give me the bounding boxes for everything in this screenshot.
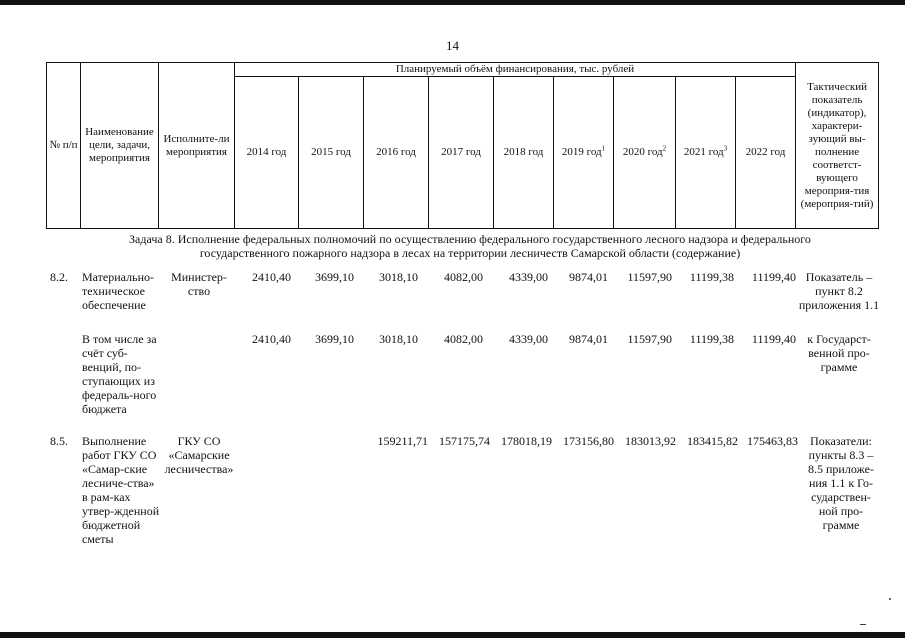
bottom-border-bar (0, 632, 905, 638)
row-subvention-value-2018: 4339,00 (509, 332, 548, 346)
row-8-5-value-2019: 173156,80 (563, 434, 614, 448)
row-subvention-indicator: к Государст-венной про-грамме (807, 332, 871, 374)
task-title: Задача 8. Исполнение федеральных полномочий по осуществлению федерального государственного лесного надзора и федерального государственного пожарного надзора в лесах на территории лесничеств Самарской области (содержание) (129, 232, 811, 260)
row-8-5-value-2018: 178018,19 (501, 434, 552, 448)
row-8-5-value-2022: 175463,83 (747, 434, 798, 448)
row-8-2-num: 8.2. (50, 270, 68, 284)
header-year-2021: 2021 год$^3$ (676, 77, 736, 229)
row-8-2-value-2018: 4339,00 (509, 270, 548, 284)
header-year-2016: 2016 год (364, 77, 429, 229)
row-8-2-indicator: Показатель – пункт 8.2 приложения 1.1 (798, 270, 880, 312)
header-num-cell: № п/п (47, 63, 81, 229)
header-year-2019: 2019 год$^1$ (554, 77, 614, 229)
row-8-5-value-2016: 159211,71 (377, 434, 428, 448)
row-subvention-value-2020: 11597,90 (627, 332, 672, 346)
row-subvention-name: В том числе за счёт суб-венций, по-ступающих из федераль-ного бюджета (82, 332, 157, 416)
row-8-2-value-2022: 11199,40 (751, 270, 796, 284)
row-subvention-value-2017: 4082,00 (444, 332, 483, 346)
row-subvention-value-2022: 11199,40 (751, 332, 796, 346)
row-8-2-value-2015: 3699,10 (315, 270, 354, 284)
row-subvention-value-2016: 3018,10 (379, 332, 418, 346)
row-8-2-value-2016: 3018,10 (379, 270, 418, 284)
row-8-2-value-2020: 11597,90 (627, 270, 672, 284)
page-number: 14 (446, 38, 459, 53)
row-8-2-value-2017: 4082,00 (444, 270, 483, 284)
header-executor-cell: Исполните-ли мероприятия (159, 63, 235, 229)
header-year-2020: 2020 год$^2$ (614, 77, 676, 229)
header-name-cell: Наименование цели, задачи, мероприятия (81, 63, 159, 229)
header-funding-title: Планируемый объём финансирования, тыс. рублей (235, 63, 796, 77)
row-8-5-value-2021: 183415,82 (687, 434, 738, 448)
scan-speck-2 (860, 624, 866, 625)
row-8-5-num: 8.5. (50, 434, 68, 448)
row-subvention-value-2021: 11199,38 (689, 332, 734, 346)
row-8-5-value-2017: 157175,74 (439, 434, 490, 448)
row-subvention-value-2014: 2410,40 (252, 332, 291, 346)
row-8-2-executor: Министер-ство (171, 270, 227, 298)
header-year-2018: 2018 год (494, 77, 554, 229)
header-indicator-cell: Тактический показатель (индикатор), характери-зующий вы-полнение соответст-вующего мероприя-тия (мероприя-тий) (796, 63, 879, 229)
row-subvention-value-2019: 9874,01 (569, 332, 608, 346)
header-year-2017: 2017 год (429, 77, 494, 229)
top-border-bar (0, 0, 905, 5)
row-8-2-value-2021: 11199,38 (689, 270, 734, 284)
row-8-5-indicator: Показатели: пункты 8.3 – 8.5 приложе-ния 1.1 к Го-сударствен-ной про-грамме (808, 434, 874, 532)
table-header (46, 62, 879, 229)
row-8-5-executor: ГКУ СО «Самарские лесничества» (164, 434, 234, 476)
header-year-2015: 2015 год (299, 77, 364, 229)
row-8-2-name: Материально-техническое обеспечение (82, 270, 154, 312)
scan-speck (889, 598, 891, 600)
row-8-5-name: Выполнение работ ГКУ СО «Самар-ские лесниче-ства» в рам-ках утвер-жденной бюджетной сметы (82, 434, 160, 546)
header-year-2022: 2022 год (736, 77, 796, 229)
header-year-2014: 2014 год (235, 77, 299, 229)
row-subvention-value-2015: 3699,10 (315, 332, 354, 346)
row-8-2-value-2019: 9874,01 (569, 270, 608, 284)
row-8-2-value-2014: 2410,40 (252, 270, 291, 284)
row-8-5-value-2020: 183013,92 (625, 434, 676, 448)
